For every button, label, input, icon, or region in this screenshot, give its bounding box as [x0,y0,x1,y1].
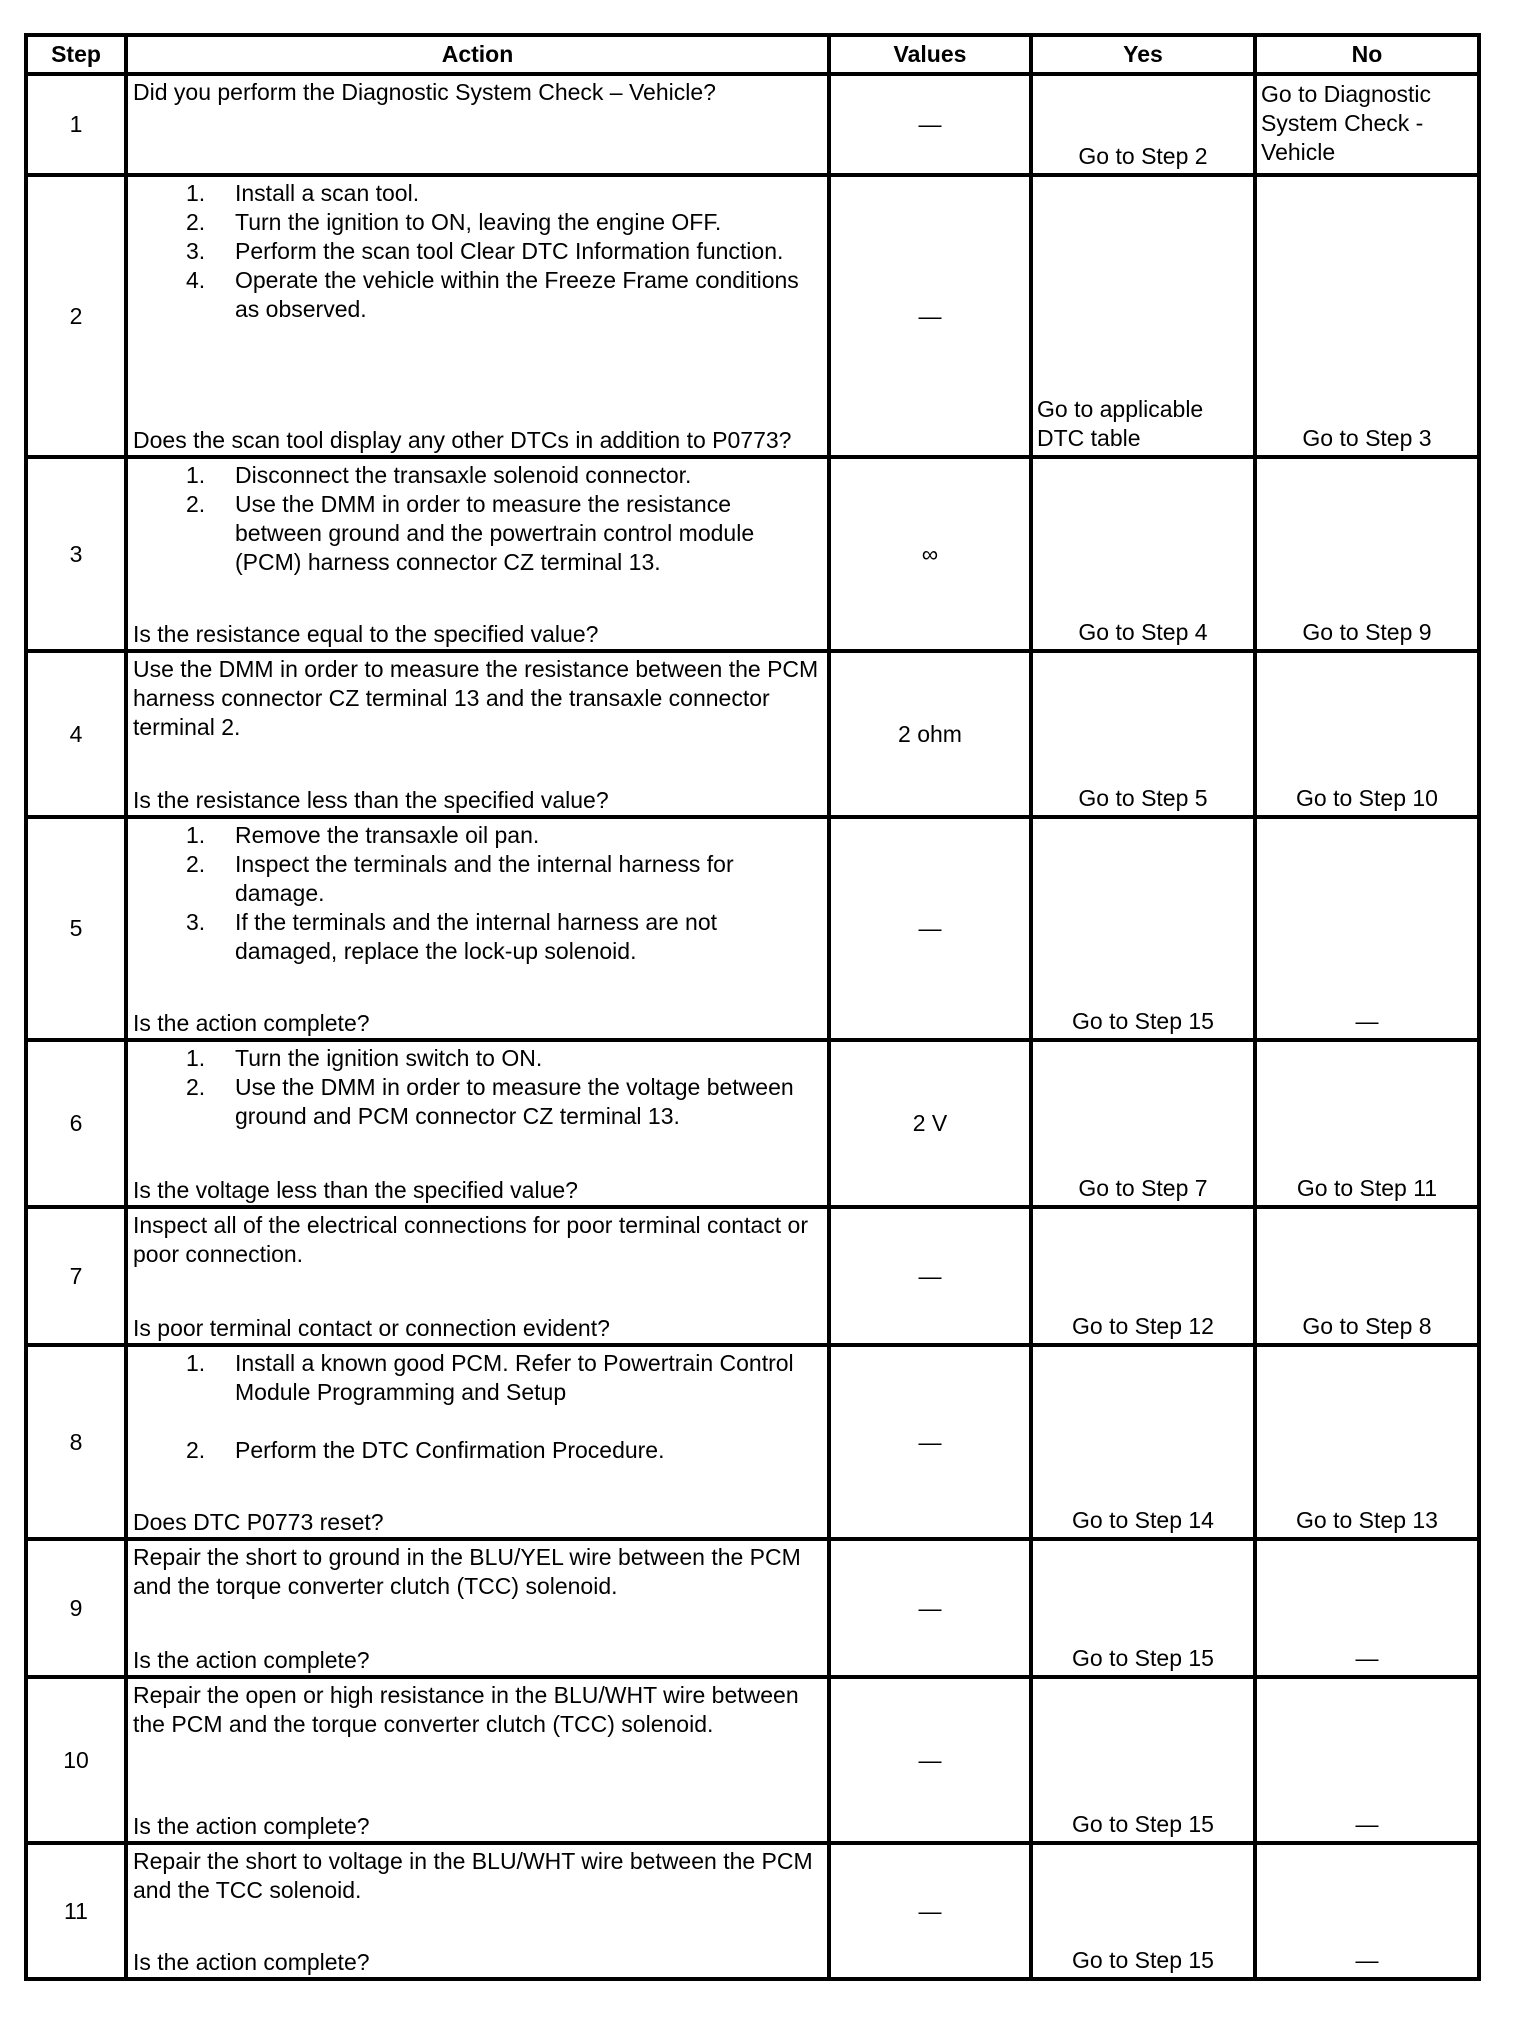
table-row [26,651,1479,817]
value-cell: — [829,1539,1031,1677]
value-cell: — [829,74,1031,175]
list-item: 2. Use the DMM in order to measure the resistance between ground and the powertrain control module (PCM) harness connector CZ terminal 13. [186,491,755,575]
table-row [26,175,1479,457]
no-cell: Go to Step 13 [1255,1345,1479,1539]
step-number: 6 [26,1040,126,1207]
action-cell [126,1539,829,1677]
action-cell [126,1207,829,1345]
table-row [26,1539,1479,1677]
action-cell [126,1843,829,1979]
list-item: 2. Perform the DTC Confirmation Procedure. [186,1437,665,1463]
action-question: Is the action complete? [133,1813,370,1839]
action-text: Use the DMM in order to measure the resistance between the PCM harness connector CZ terminal 13 and the transaxle connector terminal 2. [133,656,819,740]
table-row [26,1843,1479,1979]
yes-cell: Go to applicable DTC table [1031,175,1255,457]
action-cell [126,1345,829,1539]
action-question: Does DTC P0773 reset? [133,1509,384,1535]
action-question: Is the action complete? [133,1647,370,1673]
action-steps [133,461,823,577]
no-cell: Go to Diagnostic System Check - Vehicle [1255,74,1479,175]
action-steps [133,179,823,324]
action-question: Is the voltage less than the specified value? [133,1177,578,1203]
action-question: Is the resistance less than the specified value? [133,787,609,813]
yes-cell: Go to Step 4 [1031,457,1255,651]
yes-cell: Go to Step 5 [1031,651,1255,817]
header-action: Action [126,35,829,74]
action-question: Is the action complete? [133,1010,370,1036]
list-item: 1. Disconnect the transaxle solenoid connector. [186,462,692,488]
no-cell: Go to Step 8 [1255,1207,1479,1345]
action-cell [126,1677,829,1843]
step-number: 11 [26,1843,126,1979]
header-no: No [1255,35,1479,74]
step-number: 3 [26,457,126,651]
table-row [26,1345,1479,1539]
table-row [26,1677,1479,1843]
step-number: 10 [26,1677,126,1843]
action-steps [133,821,823,966]
table-row [26,817,1479,1040]
yes-cell: Go to Step 12 [1031,1207,1255,1345]
value-cell: — [829,1843,1031,1979]
no-cell: Go to Step 10 [1255,651,1479,817]
action-cell [126,1040,829,1207]
action-cell [126,817,829,1040]
action-text: Inspect all of the electrical connections for poor terminal contact or poor connection. [133,1212,809,1267]
step-number: 9 [26,1539,126,1677]
yes-cell: Go to Step 14 [1031,1345,1255,1539]
action-steps [133,1044,823,1131]
yes-cell: Go to Step 15 [1031,817,1255,1040]
value-cell: — [829,1207,1031,1345]
value-cell: 2 V [829,1040,1031,1207]
no-cell: — [1255,817,1479,1040]
action-cell [126,74,829,175]
no-cell: — [1255,1843,1479,1979]
value-cell: ∞ [829,457,1031,651]
action-question: Does the scan tool display any other DTCs in addition to P0773? [133,427,792,453]
yes-cell: Go to Step 15 [1031,1677,1255,1843]
value-cell: 2 ohm [829,651,1031,817]
no-cell: Go to Step 11 [1255,1040,1479,1207]
yes-cell: Go to Step 7 [1031,1040,1255,1207]
action-text: Repair the short to ground in the BLU/YEL wire between the PCM and the torque converter clutch (TCC) solenoid. [133,1544,801,1599]
list-item: 2. Turn the ignition to ON, leaving the engine OFF. [186,209,722,235]
list-item: 2. Inspect the terminals and the internal harness for damage. [186,851,734,906]
value-cell: — [829,175,1031,457]
header-row [26,35,1479,74]
list-item: 4. Operate the vehicle within the Freeze Frame conditions as observed. [186,267,799,322]
yes-cell: Go to Step 15 [1031,1843,1255,1979]
action-cell [126,457,829,651]
header-step: Step [26,35,126,74]
action-cell [126,175,829,457]
step-number: 2 [26,175,126,457]
list-item: 2. Use the DMM in order to measure the voltage between ground and PCM connector CZ terminal 13. [186,1074,794,1129]
step-number: 1 [26,74,126,175]
header-yes: Yes [1031,35,1255,74]
table-row [26,74,1479,175]
action-question: Is the action complete? [133,1949,370,1975]
yes-cell: Go to Step 2 [1031,74,1255,175]
value-cell: — [829,817,1031,1040]
step-number: 4 [26,651,126,817]
step-number: 5 [26,817,126,1040]
list-item: 3. Perform the scan tool Clear DTC Information function. [186,238,784,264]
action-question: Is the resistance equal to the specified value? [133,621,599,647]
header-values: Values [829,35,1031,74]
action-text: Did you perform the Diagnostic System Check – Vehicle? [133,79,716,105]
action-steps [133,1349,823,1465]
no-cell: — [1255,1539,1479,1677]
list-item: 3. If the terminals and the internal harness are not damaged, replace the lock-up solenoid. [186,909,718,964]
no-cell: Go to Step 9 [1255,457,1479,651]
table-row [26,1040,1479,1207]
no-cell: — [1255,1677,1479,1843]
action-question: Is poor terminal contact or connection evident? [133,1315,610,1341]
value-cell: — [829,1345,1031,1539]
action-cell [126,651,829,817]
table-row [26,1207,1479,1345]
list-item: 1. Install a known good PCM. Refer to Powertrain Control Module Programming and Setup [186,1350,794,1405]
action-text: Repair the short to voltage in the BLU/WHT wire between the PCM and the TCC solenoid. [133,1848,813,1903]
yes-cell: Go to Step 15 [1031,1539,1255,1677]
table-row [26,457,1479,651]
list-item: 1. Install a scan tool. [186,180,420,206]
step-number: 7 [26,1207,126,1345]
value-cell: — [829,1677,1031,1843]
step-number: 8 [26,1345,126,1539]
no-cell: Go to Step 3 [1255,175,1479,457]
action-text: Repair the open or high resistance in the BLU/WHT wire between the PCM and the torque converter clutch (TCC) solenoid. [133,1682,799,1737]
diagnostic-table [24,33,1481,1981]
list-item: 1. Turn the ignition switch to ON. [186,1045,543,1071]
list-item: 1. Remove the transaxle oil pan. [186,822,540,848]
